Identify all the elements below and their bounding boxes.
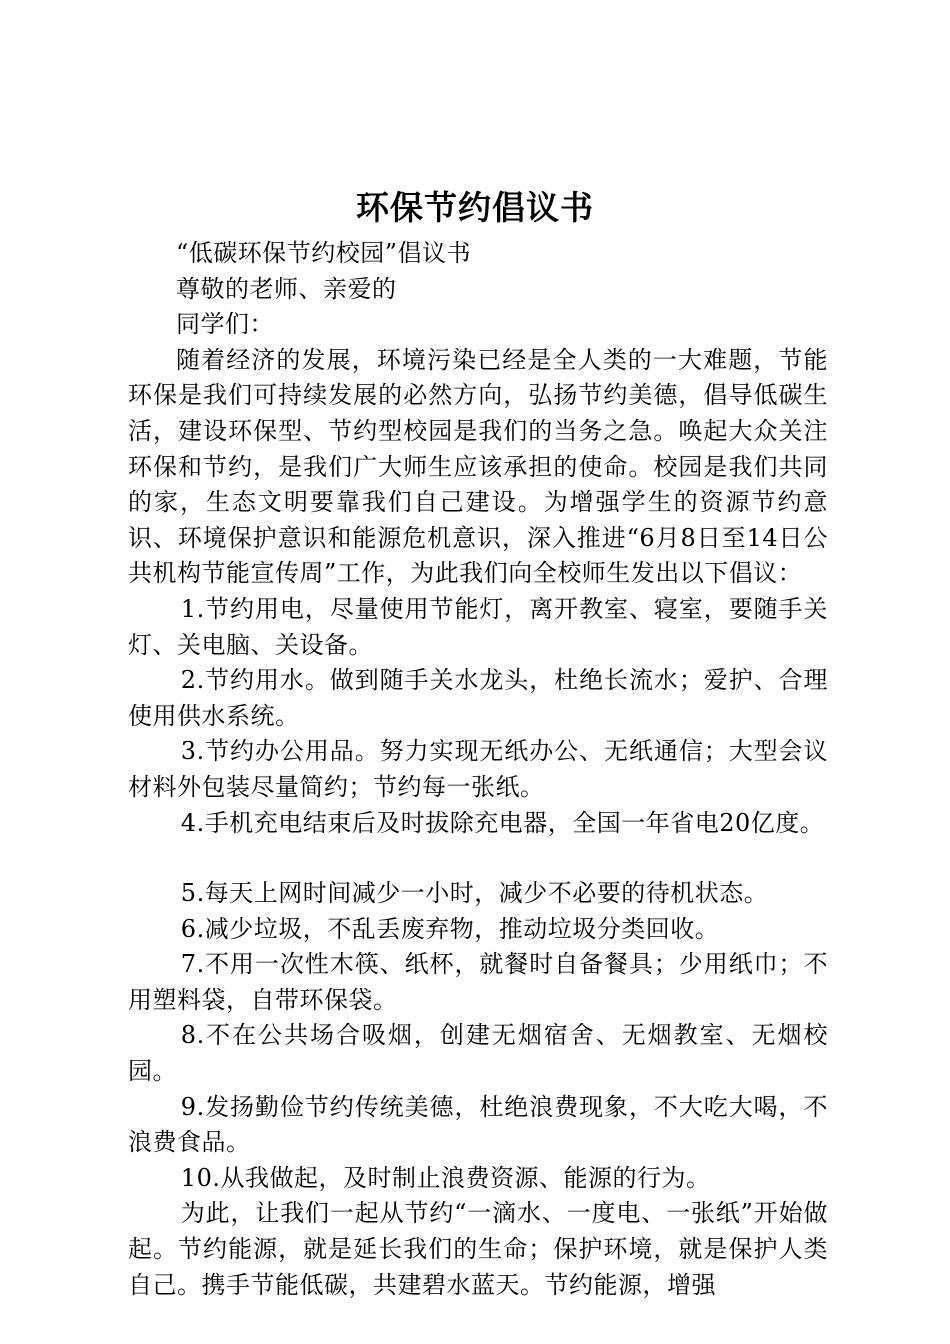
proposal-item-6: 6.减少垃圾，不乱丢废弃物，推动垃圾分类回收。 (180, 914, 720, 943)
proposal-item-8: 8.不在公共场合吸烟，创建无烟宿舍、无烟教室、无烟校园。 (128, 1021, 828, 1086)
proposal-item-1: 1.节约用电，尽量使用节能灯，离开教室、寝室，要随手关灯、关电脑、关设备。 (128, 594, 828, 659)
proposal-item-3: 3.节约办公用品。努力实现无纸办公、无纸通信；大型会议材料外包装尽量简约；节约每一张纸。 (128, 737, 828, 801)
proposal-item-4: 4.手机充电结束后及时拔除充电器，全国一年省电20亿度。 (180, 808, 825, 837)
proposal-item-7: 7.不用一次性木筷、纸杯，就餐时自备餐具；少用纸巾；不用塑料袋，自带环保袋。 (128, 950, 828, 1014)
document-body (128, 236, 828, 1303)
closing-paragraph: 为此，让我们一起从节约“一滴水、一度电、一张纸”开始做起。节约能源，就是延长我们的生命；保护环境，就是保护人类自己。携手节能低碳，共建碧水蓝天。节约能源，增强 (128, 1199, 828, 1299)
document-title: 环保节约倡议书 (356, 188, 594, 227)
intro-paragraph: 随着经济的发展，环境污染已经是全人类的一大难题，节能环保是我们可持续发展的必然方向，弘扬节约美德，倡导低碳生活，建设环保型、节约型校园是我们的当务之急。唤起大众关注环保和节约，是我们广大师生应该承担的使命。校园是我们共同的家，生态文明要靠我们自己建设。为增强学生的资源节约意识、环境保护意识和能源危机意识，深入推进“6月8日至14日公共机构节能宣传周”工作，为此我们向全校师生发出以下倡议： (128, 345, 828, 588)
proposal-item-5: 5.每天上网时间减少一小时，减少不必要的待机状态。 (180, 879, 769, 908)
salutation-line-1: 尊敬的老师、亲爱的 (176, 274, 397, 303)
document-subtitle: “低碳环保节约校园”倡议书 (176, 239, 472, 267)
proposal-item-10: 10.从我做起，及时制止浪费资源、能源的行为。 (180, 1163, 711, 1192)
proposal-item-9: 9.发扬勤俭节约传统美德，杜绝浪费现象，不大吃大喝，不浪费食品。 (128, 1092, 828, 1157)
proposal-item-2: 2.节约用水。做到随手关水龙头，杜绝长流水；爱护、合理使用供水系统。 (128, 666, 828, 730)
salutation-line-2: 同学们： (176, 310, 274, 339)
